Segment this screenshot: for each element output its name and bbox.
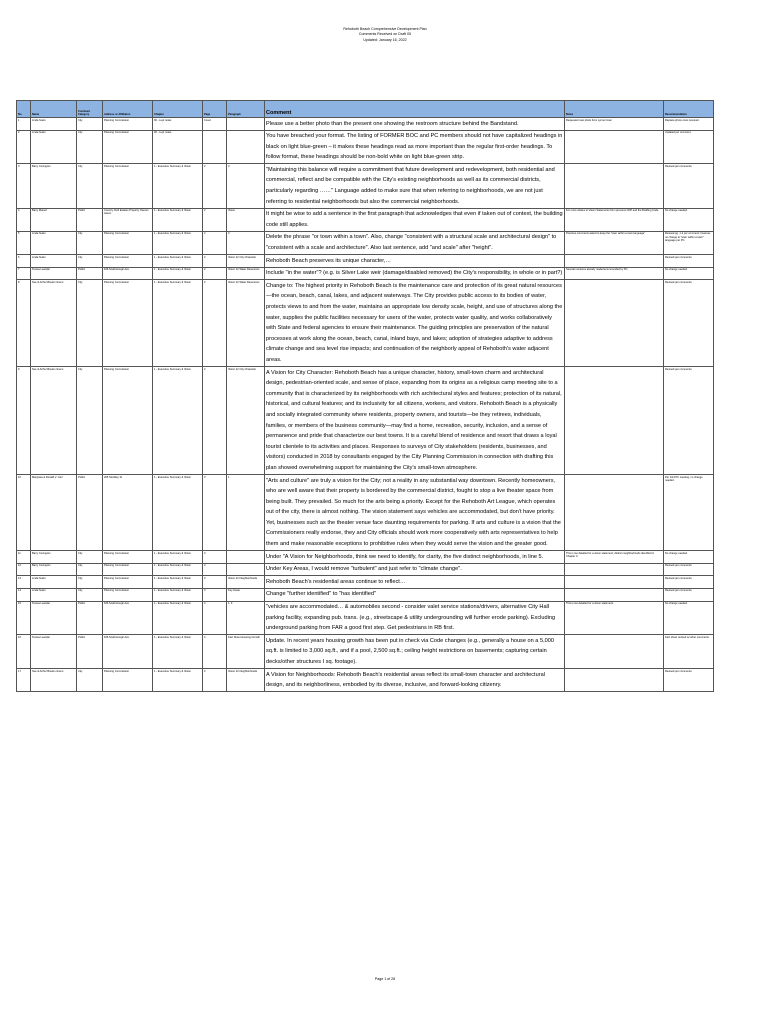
table-row [17,475,714,551]
address-affiliation-cell: Country Club Estates Property Owners Assoc. [103,208,153,231]
page-ref-cell: 3 [203,475,227,551]
notes-cell [565,563,664,576]
col-header-name: Name [31,101,77,118]
page-ref-cell: 2 [203,255,227,268]
comment-cell: It might be wise to add a sentence in the first paragraph that acknowledges that even if taken out of context, the building code still applies. [265,208,565,231]
row-number-cell: 5 [17,231,31,254]
comment-category-cell: City [77,280,103,367]
comment-cell: Delete the phrase "or town within a town". Also, change "consistent with a structural scale and architectural design" to "consistent with a scale and architecture". Also last sentence, add "and scale" after "height". [265,231,565,254]
paragraph-ref-cell: Vision for City Character [227,367,265,475]
address-affiliation-cell: 206 Stockley St [103,475,153,551]
row-number-cell: 7 [17,267,31,280]
row-number-cell: 14 [17,588,31,601]
document-updated-date: Updated: January 16, 2022 [363,37,407,42]
paragraph-ref-cell [227,563,265,576]
notes-cell [565,255,664,268]
chapter-cell: 1 - Executive Summary & Vision [153,563,203,576]
table-row [17,563,714,576]
commenter-name-cell: Barry Covington [31,563,77,576]
chapter-cell: 1 - Executive Summary & Vision [153,208,203,231]
recommendation-cell: No change needed. [664,208,714,231]
comment-cell: "vehicles are accommodated… & automobiles second - consider valet service stations/drivers, alternative City Hall parking facility, expanding pub. trans. (e.g., streetscape & utility undergrounding will further erode parking). Excluding underground parking from FAR a good first step. Get pedestrians in RB first. [265,601,565,635]
chapter-cell: 1 - Executive Summary & Vision [153,475,203,551]
recommendation-cell: Revised per comments. [664,669,714,692]
comment-cell: Change to: The highest priority in Rehoboth Beach is the maintenance care and protection of its great natural resources—the ocean, beach, canal, lakes, and adjacent waterways. The City provides public access to its bodies of water, protects views to and from the water, maintains an appropriate low density scale, height, and use of structures along the water, supplies the public facilities necessary for users of the water, protects water quality, and works collaboratively with State and federal agencies to ensure their maintenance. The guiding principles are preservation of the natural processes at work along the ocean, beach, canal, inland bays, and lakes; adoption of strategies adaptive to address climate change and sea level rise impacts; and continuation of the neighborly appeal of Rehoboth's water adjacent areas. [265,280,565,367]
col-header-recommendation: Recommendation [664,101,714,118]
row-number-cell: 4 [17,208,31,231]
address-affiliation-cell: Planning Commission [103,551,153,564]
notes-cell [565,576,664,589]
notes-cell [565,130,664,164]
paragraph-ref-cell: 1 [227,475,265,551]
notes-cell: Several mentions already made/recommended by PC. [565,267,664,280]
commenter-name-cell: Linda Nusin [31,588,77,601]
recommendation-cell: Revised per comments. [664,164,714,208]
comment-category-cell: City [77,255,103,268]
paragraph-ref-cell: Vision [227,208,265,231]
chapter-cell: 1 - Executive Summary & Vision [153,267,203,280]
col-header-affiliation: Address or Affiliation [103,101,153,118]
paragraph-ref-cell: 3 [227,164,265,208]
chapter-cell: 1 - Executive Summary & Vision [153,367,203,475]
address-affiliation-cell: Planning Commission [103,231,153,254]
document-header [0,27,770,43]
col-header-chapter: Chapter [153,101,203,118]
notes-cell [565,280,664,367]
paragraph-ref-cell: 3 [227,231,265,254]
recommendation-cell: No change needed. [664,601,714,635]
notes-cell: Requested new photo from Lynne Coan [565,118,664,131]
page-ref-cell: 4 [203,669,227,692]
comments-table [16,100,714,692]
table-row [17,280,714,367]
notes-cell: Previous comments asked to keep the "town within a town language" [565,231,664,254]
page-ref-cell: 2 [203,267,227,280]
recommendation-cell: Revised pg. 1-2 per comment; however, no change to "town within a town" language per PC. [664,231,714,254]
page-ref-cell: 4 [203,635,227,669]
address-affiliation-cell: Planning Commission [103,255,153,268]
notes-cell [565,588,664,601]
paragraph-ref-cell [227,551,265,564]
row-number-cell: 15 [17,601,31,635]
table-row [17,551,714,564]
chapter-cell: 1 - Executive Summary & Vision [153,280,203,367]
page-ref-cell: 4 [203,601,227,635]
row-number-cell: 16 [17,635,31,669]
address-affiliation-cell: Planning Commission [103,130,153,164]
address-affiliation-cell: 626 Scarborough Ave [103,267,153,280]
address-affiliation-cell: Planning Commission [103,118,153,131]
row-number-cell: 13 [17,576,31,589]
comment-category-cell: Public [77,601,103,635]
address-affiliation-cell: Planning Commission [103,164,153,208]
recommendation-cell: Replace photo once received. [664,118,714,131]
page-ref-cell: 3 [203,576,227,589]
comment-category-cell: City [77,164,103,208]
chapter-cell: 00 - Lupt notes [153,130,203,164]
page-ref-cell: 2 [203,280,227,367]
chapter-cell: 1 - Executive Summary & Vision [153,635,203,669]
comment-cell: Change "further identified" to "has identified" [265,588,565,601]
page-ref-cell: 2 [203,208,227,231]
row-number-cell: 12 [17,563,31,576]
table-row [17,669,714,692]
commenter-name-cell: Teresa Leander [31,267,77,280]
table-row [17,130,714,164]
notes-cell: For more relates to Vision Statements from previous CDP and the Building Code. [565,208,664,231]
commenter-name-cell: Barry Marsel [31,208,77,231]
chapter-cell: 1 - Executive Summary & Vision [153,164,203,208]
address-affiliation-cell: Planning Commission [103,367,153,475]
address-affiliation-cell: Planning Commission [103,563,153,576]
comment-cell: "Maintaining this balance will require a commitment that future development and redevelopment, both residential and commercial, reflect and be compatible with the City's existing neighborhoods as well as its commercial districts, particularly regarding ……" Language added to make sure that when referring to neighborhoods, we are not just referring to residential neighborhoods but also the commercial neighborhoods. [265,164,565,208]
commenter-name-cell: Linda Nusin [31,255,77,268]
chapter-cell: 00 - Lupt notes [153,118,203,131]
paragraph-ref-cell [227,130,265,164]
notes-cell [565,475,664,551]
page-ref-cell [203,130,227,164]
table-row [17,635,714,669]
table-row [17,164,714,208]
chapter-cell: 1 - Executive Summary & Vision [153,231,203,254]
comment-cell: Rehoboth Beach's residential areas continue to reflect… [265,576,565,589]
notes-cell: This is too detailed for a vision statement; distinct neighborhoods identified in Chapter 3. [565,551,664,564]
comment-cell: Please use a better photo than the present one showing the restroom structure behind the Bandstand. [265,118,565,131]
table-row [17,267,714,280]
address-affiliation-cell: Planning Commission [103,588,153,601]
paragraph-ref-cell: Key Areas [227,588,265,601]
comment-cell: "Arts and culture" are truly a vision for the City; not a reality in any substantial way downtown. Recently homeowners, who are well aware that their property is bordered by the commercial district, fought to stop a live theater space from being built. They prevailed. So much for the arts being a priority. Except for the Rehoboth Art League, which operates out of the city, there is almost nothing. The vision statement says vehicles are accommodated, but don't have priority. Yet, businesses such as the theater venue face daunting requirements for parking. If arts and culture is a vision that the Commissioners really endorse, they and City officials should work more cooperatively with arts representatives to help them and make reasonable exceptions to prohibitive rules when they would serve the vision and the greater good. [265,475,565,551]
notes-cell [565,635,664,669]
commenter-name-cell: Sue & Arthur Boulen Greco [31,669,77,692]
col-header-paragraph: Paragraph [227,101,265,118]
row-number-cell: 17 [17,669,31,692]
paragraph-ref-cell [227,118,265,131]
comment-category-cell: City [77,130,103,164]
table-row [17,601,714,635]
comment-category-cell: City [77,367,103,475]
chapter-cell: 1 - Executive Summary & Vision [153,669,203,692]
comment-category-cell: City [77,669,103,692]
commenter-name-cell: Barry Covington [31,551,77,564]
comment-cell: Under Key Areas, I would remove "turbulent" and just refer to "climate change". [265,563,565,576]
paragraph-ref-cell: Vision for Neighborhoods [227,576,265,589]
table-row [17,231,714,254]
page-number: Page 1 of 28 [374,977,396,981]
notes-cell [565,669,664,692]
commenter-name-cell: Barry Covington [31,164,77,208]
row-number-cell: 6 [17,255,31,268]
table-row [17,255,714,268]
page-ref-cell: 3 [203,563,227,576]
document-title: Rehoboth Beach Comprehensive Development Plan [343,27,427,31]
comment-cell: Rehoboth Beach preserves its unique character,… [265,255,565,268]
table-row [17,367,714,475]
table-row [17,208,714,231]
col-header-category: Comment Category [77,101,103,118]
chapter-cell: 1 - Executive Summary & Vision [153,255,203,268]
commenter-name-cell: Teresa Leander [31,601,77,635]
row-number-cell: 1 [17,118,31,131]
recommendation-cell: No change needed. [664,551,714,564]
table-row [17,118,714,131]
recommendation-cell: Fact sheet revised w/ other comments. [664,635,714,669]
row-number-cell: 11 [17,551,31,564]
chapter-cell: 1 - Executive Summary & Vision [153,601,203,635]
paragraph-ref-cell: 1, 3 [227,601,265,635]
comment-category-cell: City [77,231,103,254]
notes-cell [565,164,664,208]
comment-category-cell: City [77,588,103,601]
chapter-cell: 1 - Executive Summary & Vision [153,551,203,564]
comment-cell: A Vision for City Character: Rehoboth Beach has a unique character, history, small-town charm and architectural design, pedestrian-oriented scale, and sense of place, expanding from its origins as a religious camp meeting site to a community that is characterized by its neighborhoods with rich architectural styles and features; protection of its natural, historical, and cultural features; and its inclusivity for all citizens, workers, and visitors. Rehoboth Beach is a physically and socially integrated community where residents, property owners, and tourists—be they retirees, individuals, families, or members of the business community—may find a home, recreation, security, inclusion, and a sense of permanence and pride that characterize our best towns. It is a careful blend of residence and resort that draws a loyal tourist clientele to its activities and places. Responses to surveys of City stakeholders (residents, businesses, and visitors) conducted in 2018 by consultants engaged by the City Planning Commission in connection with drafting this plan showed overwhelming support for maintaining the City's small-town atmosphere. [265,367,565,475]
address-affiliation-cell: 626 Scarborough Ave [103,601,153,635]
commenter-name-cell: Linda Nusin [31,576,77,589]
notes-cell [565,367,664,475]
table-header-row [17,101,714,118]
recommendation-cell: Updated per comment. [664,130,714,164]
paragraph-ref-cell: Vision for Water Resources [227,280,265,367]
recommendation-cell: Revised per comments. [664,367,714,475]
chapter-cell: 1 - Executive Summary & Vision [153,576,203,589]
recommendation-cell: No change needed. [664,267,714,280]
comment-cell: A Vision for Neighborhoods: Rehoboth Beach's residential areas reflect its small-town character and architectural design, and its neighborliness, embodied by its diverse, inclusive, and forward-looking citizenry. [265,669,565,692]
comment-category-cell: City [77,551,103,564]
comment-category-cell: Public [77,475,103,551]
col-header-page: Page [203,101,227,118]
address-affiliation-cell: 626 Scarborough Ave [103,635,153,669]
comment-cell: Under "A Vision for Neighborhoods, think we need to identify, for clarity, the five distinct neighborhoods, in line 5. [265,551,565,564]
comment-category-cell: Public [77,208,103,231]
recommendation-cell: Per 1/14 PC meeting, no change needed. [664,475,714,551]
comment-category-cell: City [77,563,103,576]
page-ref-cell: 2 [203,367,227,475]
page-ref-cell: 2 [203,231,227,254]
page-ref-cell: Cover [203,118,227,131]
commenter-name-cell: Sue & Arthur Boulen Greco [31,280,77,367]
recommendation-cell: Revised per comments. [664,563,714,576]
recommendation-cell: Revised per comments. [664,588,714,601]
paragraph-ref-cell: Vision for Water Resources [227,267,265,280]
address-affiliation-cell: Planning Commission [103,576,153,589]
col-header-notes: Notes [565,101,664,118]
notes-cell: This is too detailed for a vision statement. [565,601,664,635]
paragraph-ref-cell: Vision for Neighborhoods [227,669,265,692]
commenter-name-cell: Linda Nusin [31,231,77,254]
row-number-cell: 9 [17,367,31,475]
address-affiliation-cell: Planning Commission [103,669,153,692]
commenter-name-cell: Sue & Arthur Boulen Greco [31,367,77,475]
col-header-comment: Comment [265,101,565,118]
row-number-cell: 8 [17,280,31,367]
page-ref-cell: 2 [203,164,227,208]
comment-cell: You have breached your format. The listing of FORMER BOC and PC members should not have capitalized headings in black on light blue-green – it makes these headings read as more important than the regular first-order headings. To follow format, these headings should be non-bold white on light blue-green strip. [265,130,565,164]
table-row [17,588,714,601]
row-number-cell: 3 [17,164,31,208]
recommendation-cell: Revised per comments. [664,576,714,589]
row-number-cell: 2 [17,130,31,164]
paragraph-ref-cell: Fact Sheet Housing Growth [227,635,265,669]
table-row [17,576,714,589]
commenter-name-cell: Teresa Leander [31,635,77,669]
comment-cell: Update. In recent years housing growth has been put in check via Code changes (e.g., generally a house on a 5,000 sq.ft. is limited to 3,000 sq.ft., and if a pool, 2,500 sq.ft.; ceiling height restrictions on basements; capturing certain decks/other structures I sq. footage). [265,635,565,669]
paragraph-ref-cell: Vision for City Character [227,255,265,268]
chapter-cell: 1 - Executive Summary & Vision [153,588,203,601]
page-ref-cell: 3 [203,551,227,564]
row-number-cell: 10 [17,475,31,551]
comment-category-cell: City [77,118,103,131]
col-header-no: No. [17,101,31,118]
document-subtitle: Comments Received on Draft 05 [358,32,412,37]
recommendation-cell: Revised per comments. [664,280,714,367]
comment-category-cell: Public [77,635,103,669]
page-ref-cell: 3 [203,588,227,601]
comment-category-cell: City [77,576,103,589]
address-affiliation-cell: Planning Commission [103,280,153,367]
commenter-name-cell: Linda Nusin [31,130,77,164]
recommendation-cell: Revised per comments. [664,255,714,268]
comment-cell: Include "in the water"? (e.g. is Silver Lake weir (damage/disabled removed) the City's responsibility, in whole or in part?) [265,267,565,280]
commenter-name-cell: Marquisa & Donald V. Carr [31,475,77,551]
commenter-name-cell: Linda Nusin [31,118,77,131]
comment-category-cell: Public [77,267,103,280]
